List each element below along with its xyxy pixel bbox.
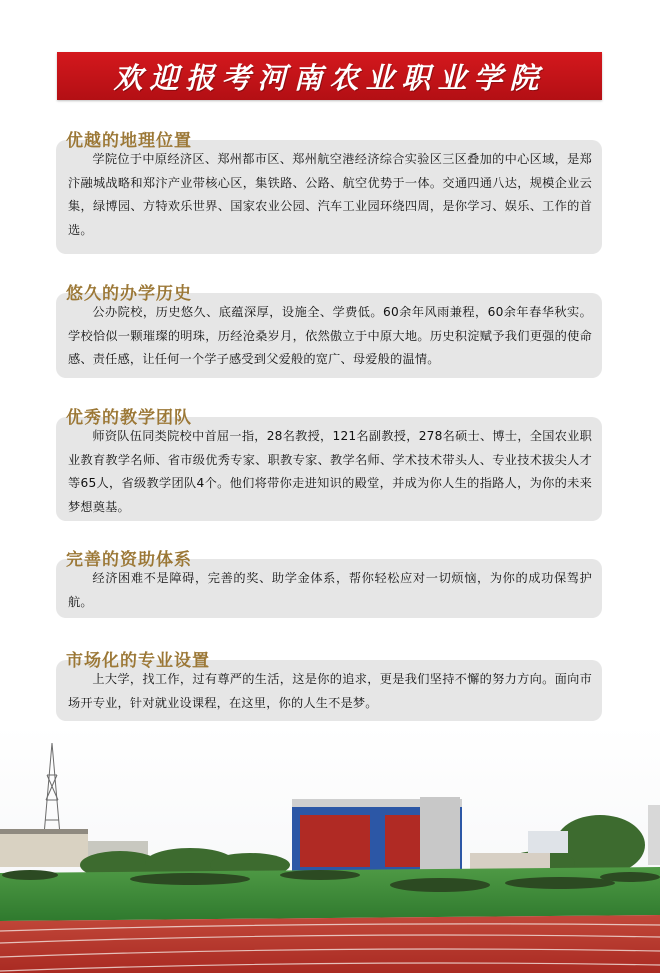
title-banner (57, 52, 602, 100)
section-heading: 优越的地理位置 (66, 131, 192, 151)
section-majors (56, 646, 602, 721)
section-history (56, 279, 602, 378)
section-text: 学院位于中原经济区、郑州都市区、郑州航空港经济综合实验区三区叠加的中心区域，是郑汴融城战略和郑汴产业带核心区，集铁路、公路、航空优势于一体。交通四通八达，规模企业云集，绿博园、方特欢乐世界、国家农业公园、汽车工业园环绕四周，是你学习、娱乐、工作的首选。 (68, 152, 592, 237)
section-location (56, 126, 602, 254)
section-financial-aid (56, 545, 602, 618)
section-heading: 优秀的教学团队 (66, 408, 192, 428)
section-box (56, 140, 602, 254)
section-box (56, 293, 602, 378)
section-box (56, 417, 602, 521)
section-text: 师资队伍同类院校中首屈一指，28名教授，121名副教授，278名硕士、博士，全国农业职业教育教学名师、省市级优秀专家、职教专家、教学名师、学术技术带头人、专业技术拔尖人才等65人，省级教学团队4个。他们将带你走进知识的殿堂，并成为你人生的指路人，为你的未来梦想奠基。 (68, 429, 592, 514)
campus-illustration (0, 725, 660, 973)
main-building (292, 797, 462, 873)
page-title: 欢迎报考河南农业职业学院 (113, 60, 546, 95)
section-heading: 市场化的专业设置 (66, 651, 210, 671)
section-text: 公办院校，历史悠久、底蕴深厚，设施全、学费低。60余年风雨兼程，60余年春华秋实。学校恰似一颗璀璨的明珠，历经沧桑岁月，依然傲立于中原大地。历史积淀赋予我们更强的使命感、责任感，让任何一个学子感受到父爱般的宽广、母爱般的温情。 (68, 305, 592, 367)
section-faculty (56, 403, 602, 521)
section-text: 经济困难不是障碍，完善的奖、助学金体系，帮你轻松应对一切烦恼，为你的成功保驾护航。 (68, 571, 592, 609)
section-heading: 悠久的办学历史 (66, 284, 192, 304)
campus-photo (0, 725, 660, 973)
section-heading: 完善的资助体系 (66, 550, 192, 570)
section-text: 上大学，找工作，过有尊严的生活，这是你的追求，更是我们坚持不懈的努力方向。面向市场开专业，针对就业设课程，在这里，你的人生不是梦。 (68, 672, 592, 710)
